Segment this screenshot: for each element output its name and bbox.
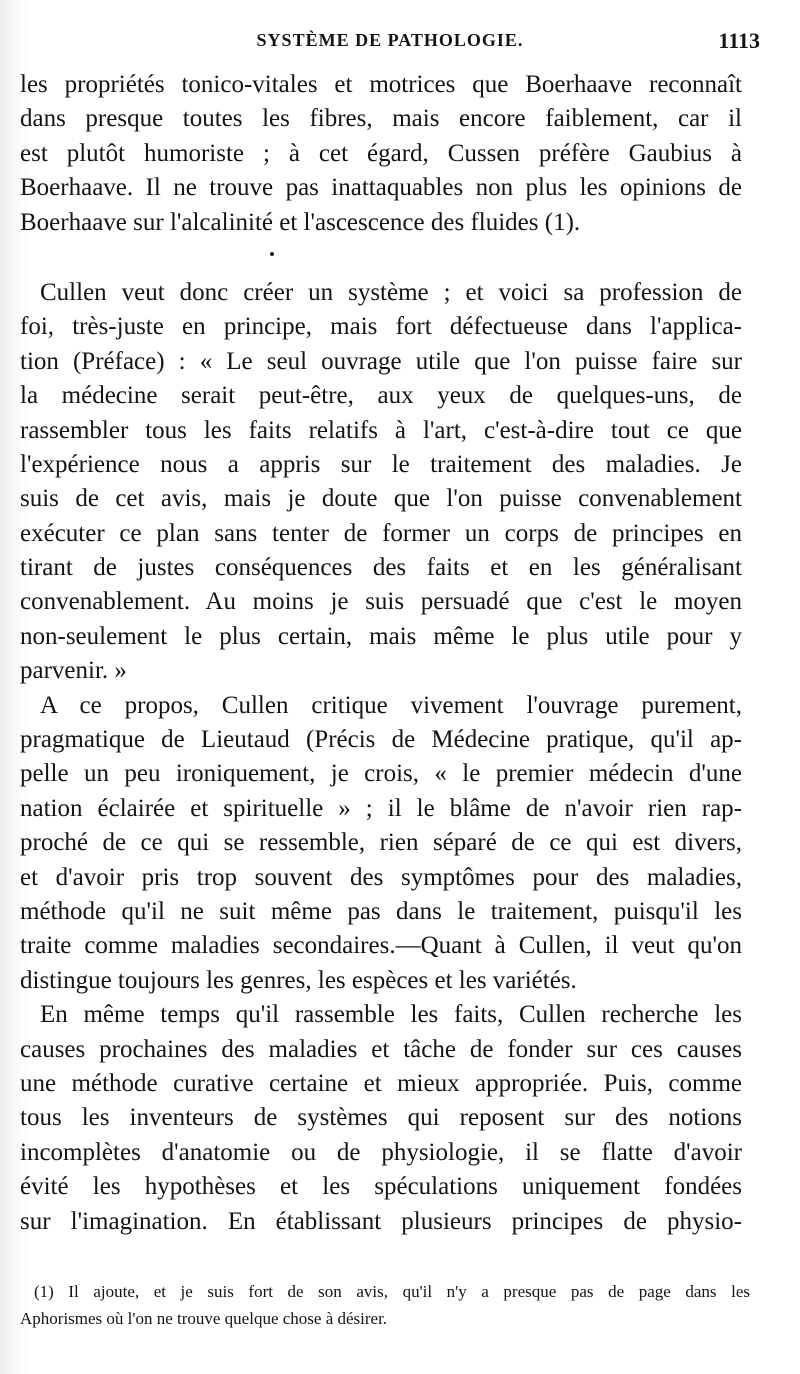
- footnote-line: (1) Il ajoute, et je suis fort de son avis, qu'il n'y a presque pas de page dans les: [34, 1282, 750, 1301]
- text-line: pelle un peu ironiquement, je crois, « le premier médecin d'une: [20, 760, 742, 788]
- text-line: dans presque toutes les fibres, mais encore faiblement, car il: [20, 105, 742, 133]
- text-line: distingue toujours les genres, les espèces et les variétés.: [20, 966, 577, 994]
- text-line: tous les inventeurs de systèmes qui reposent sur des notions: [20, 1104, 742, 1132]
- paragraph-gap: [20, 240, 742, 276]
- ink-dot: [270, 252, 274, 256]
- page-header: [20, 30, 760, 58]
- body-text: [20, 68, 742, 1239]
- text-line: nation éclairée et spirituelle » ; il le blâme de n'avoir rien rap-: [20, 794, 742, 822]
- text-line: parvenir. »: [20, 657, 127, 685]
- text-line: causes prochaines des maladies et tâche de fonder sur ces causes: [20, 1035, 742, 1063]
- text-line: Boerhaave. Il ne trouve pas inattaquables non plus les opinions de: [20, 174, 742, 202]
- text-line: tirant de justes conséquences des faits et en les généralisant: [20, 554, 742, 582]
- text-line: convenablement. Au moins je suis persuadé que c'est le moyen: [20, 588, 742, 616]
- text-line: sur l'imagination. En établissant plusieurs principes de physio-: [20, 1207, 742, 1235]
- running-title: SYSTÈME DE PATHOLOGIE.: [256, 30, 524, 50]
- text-line: exécuter ce plan sans tenter de former un corps de principes en: [20, 519, 742, 547]
- text-line: la médecine serait peut-être, aux yeux de quelques-uns, de: [20, 382, 742, 410]
- text-line: traite comme maladies secondaires.—Quant à Cullen, il veut qu'on: [20, 932, 742, 960]
- text-line: est plutôt humoriste ; à cet égard, Cussen préfère Gaubius à: [20, 139, 742, 167]
- footnote-line: Aphorismes où l'on ne trouve quelque chose à désirer.: [20, 1309, 388, 1328]
- text-line: les propriétés tonico-vitales et motrices que Boerhaave reconnaît: [20, 71, 742, 98]
- text-line: tion (Préface) : « Le seul ouvrage utile que l'on puisse faire sur: [20, 347, 742, 375]
- text-line: Boerhaave sur l'alcalinité et l'ascescence des fluides (1).: [20, 208, 581, 236]
- text-line: proché de ce qui se ressemble, rien séparé de ce qui est divers,: [20, 829, 742, 857]
- text-line: une méthode curative certaine et mieux appropriée. Puis, comme: [20, 1069, 742, 1097]
- text-line: méthode qu'il ne suit même pas dans le traitement, puisqu'il les: [20, 897, 742, 925]
- text-line: et d'avoir pris trop souvent des symptômes pour des maladies,: [20, 863, 742, 891]
- text-line: l'expérience nous a appris sur le traitement des maladies. Je: [20, 450, 742, 478]
- page-number: 1113: [718, 28, 760, 53]
- text-line: foi, très-juste en principe, mais fort défectueuse dans l'applica-: [20, 313, 742, 341]
- footnotes: [20, 1278, 750, 1332]
- text-line: Cullen veut donc créer un système ; et voici sa profession de: [40, 278, 742, 306]
- text-line: non-seulement le plus certain, mais même le plus utile pour y: [20, 622, 742, 650]
- text-line: pragmatique de Lieutaud (Précis de Médecine pratique, qu'il ap-: [20, 726, 742, 754]
- text-line: incomplètes d'anatomie ou de physiologie, il se flatte d'avoir: [20, 1138, 742, 1166]
- text-line: A ce propos, Cullen critique vivement l'ouvrage purement,: [40, 691, 742, 719]
- text-line: En même temps qu'il rassemble les faits, Cullen recherche les: [40, 1001, 742, 1029]
- text-line: évité les hypothèses et les spéculations uniquement fondées: [20, 1173, 742, 1201]
- text-line: rassembler tous les faits relatifs à l'art, c'est-à-dire tout ce que: [20, 416, 742, 444]
- text-line: suis de cet avis, mais je doute que l'on puisse convenablement: [20, 485, 742, 513]
